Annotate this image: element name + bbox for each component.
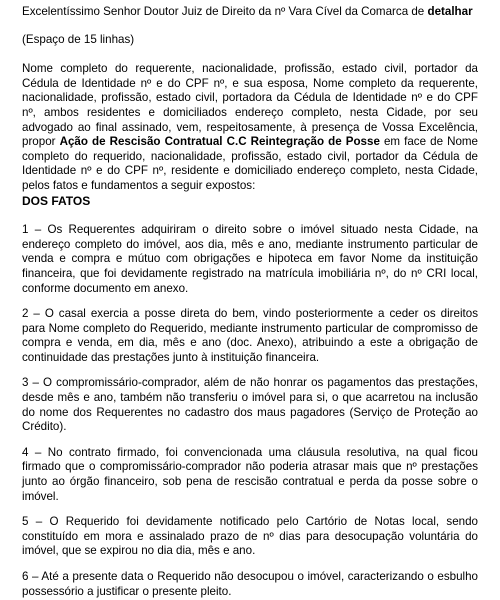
court-address-detail: detalhar xyxy=(427,5,473,18)
fact-paragraph-4: 4 – No contrato firmado, foi convencionada uma cláusula resolutiva, na qual ficou firmado que o compromissário-comprador não poderia atrasar mais que nº prestações junto ao órgão financeiro, sob pena de rescisão contratual e perda da posse sobre o imóvel. xyxy=(22,445,478,503)
fact-paragraph-2: 2 – O casal exercia a posse direta do bem, vindo posteriormente a ceder os direitos para Nome completo do Requerido, mediante instrumento particular de compromisso de compra e venda, em dia, mês e ano (doc. Anexo), atribuindo a este a obrigação de continuidade das prestações junto à instituição financeira. xyxy=(22,307,478,364)
intro-paragraph xyxy=(22,62,478,193)
action-title: Ação de Rescisão Contratual C.C Reintegração de Posse xyxy=(59,135,380,149)
court-address-text: Excelentíssimo Senhor Doutor Juiz de Direito da nº Vara Cível da Comarca de xyxy=(22,5,428,18)
fact-paragraph-5: 5 – O Requerido foi devidamente notificado pelo Cartório de Notas local, sendo constituído em mora e assinalado prazo de nº dias para desocupação voluntária do imóvel, que se expirou no dia dia, mês e ano. xyxy=(22,515,478,558)
court-address xyxy=(22,5,478,20)
fact-paragraph-3: 3 – O compromissário-comprador, além de não honrar os pagamentos das prestações, desde mês e ano, também não transferiu o imóvel para si, o que acarretou na inclusão do nome dos Requerentes no cadastro dos maus pagadores (Serviço de Proteção ao Crédito). xyxy=(22,376,478,434)
fact-paragraph-1: 1 – Os Requerentes adquiriram o direito sobre o imóvel situado nesta Cidade, na endereço completo do imóvel, aos dia, mês e ano, mediante instrumento particular de venda e compra e mútuo com obrigações e hipoteca em favor Nome da instituição financeira, que foi devidamente registrado na matrícula imobiliária nº, do nº CRI local, conforme documento em anexo. xyxy=(22,223,478,295)
fact-paragraph-6: 6 – Até a presente data o Requerido não desocupou o imóvel, caracterizando o esbulho possessório a justificar o presente pleito. xyxy=(22,570,478,598)
intro-text-before: Nome completo do requerente, nacionalidade, profissão, estado civil, portador da Cédula de Identidade nº e do CPF nº, e sua esposa, Nome completo da requerente, nacionalidade, profissão, estado civil, portadora da Cédula de Identidade nº e do CPF nº, ambos residentes e domiciliados endereço completo, nesta Cidade, por seu advogado ao final assinado, vem, respeitosamente, à presença de Vossa Excelência, propor xyxy=(22,62,478,149)
intro-text-after: em face de Nome completo do requerido, nacionalidade, profissão, estado civil, portador da Cédula de Identidade nº e do CPF nº, residente e domiciliado endereço completo, nesta Cidade, pelos fatos e fundamentos a seguir expostos: xyxy=(22,135,479,192)
spacing-note: (Espaço de 15 linhas) xyxy=(22,32,135,46)
section-title: DOS FATOS xyxy=(22,193,91,208)
